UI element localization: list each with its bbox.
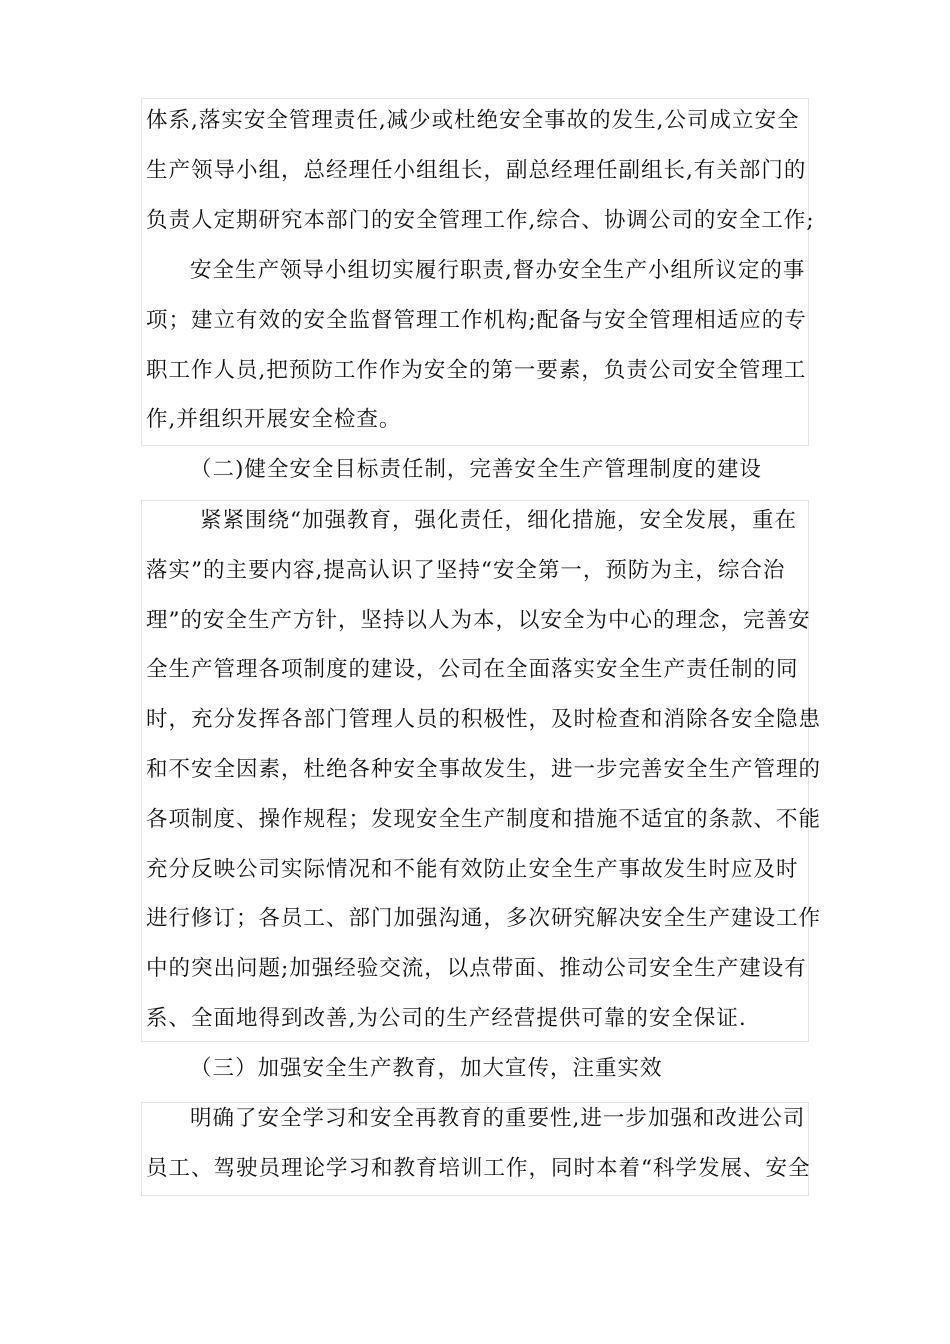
text-line: 体系,落实安全管理责任,减少或杜绝安全事故的发生,公司成立安全 [146,108,800,133]
text-line: 系、全面地得到改善,为公司的生产经营提供可靠的安全保证. [146,1006,747,1031]
text-line: 时，充分发挥各部门管理人员的积极性，及时检查和消除各安全隐患 [146,707,822,732]
text-line: 进行修订；各员工、部门加强沟通，多次研究解决安全生产建设工作 [146,906,822,931]
text-line: 落实”的主要内容,提高认识了坚持“安全第一，预防为主，综合治 [146,558,786,583]
text-line: 项；建立有效的安全监督管理工作机构;配备与安全管理相适应的专 [146,308,807,333]
section-heading: （三）加强安全生产教育，加大宣传，注重实效 [190,1056,663,1081]
text-line: 作,并组织开展安全检查。 [146,407,402,432]
text-line: 明确了安全学习和安全再教育的重要性,进一步加强和改进公司 [190,1106,806,1131]
text-line: 理”的安全生产方针，坚持以人为本，以安全为中心的理念，完善安 [146,608,811,633]
text-line: 负责人定期研究本部门的安全管理工作,综合、协调公司的安全工作; [146,208,815,233]
text-line: 和不安全因素，杜绝各种安全事故发生，进一步完善安全生产管理的 [146,757,822,782]
text-line: 紧紧围绕“加强教育，强化责任，细化措施，安全发展，重在 [200,508,797,533]
text-line: 充分反映公司实际情况和不能有效防止安全生产事故发生时应及时 [146,857,799,882]
text-line: 各项制度、操作规程；发现安全生产制度和措施不适宜的条款、不能 [146,807,822,832]
text-line: 生产领导小组，总经理任小组组长，副总经理任副组长,有关部门的 [146,158,807,183]
text-line: 中的突出问题;加强经验交流，以点带面、推动公司安全生产建设有 [146,956,807,981]
text-line: 安全生产领导小组切实履行职责,督办安全生产小组所议定的事 [190,258,806,283]
section-heading: （二)健全安全目标责任制，完善安全生产管理制度的建设 [190,457,762,482]
text-line: 职工作人员,把预防工作作为安全的第一要素，负责公司安全管理工 [146,358,807,383]
text-line: 员工、驾驶员理论学习和教育培训工作，同时本着“科学发展、安全 [146,1156,811,1181]
text-line: 全生产管理各项制度的建设，公司在全面落实安全生产责任制的同 [146,657,799,682]
